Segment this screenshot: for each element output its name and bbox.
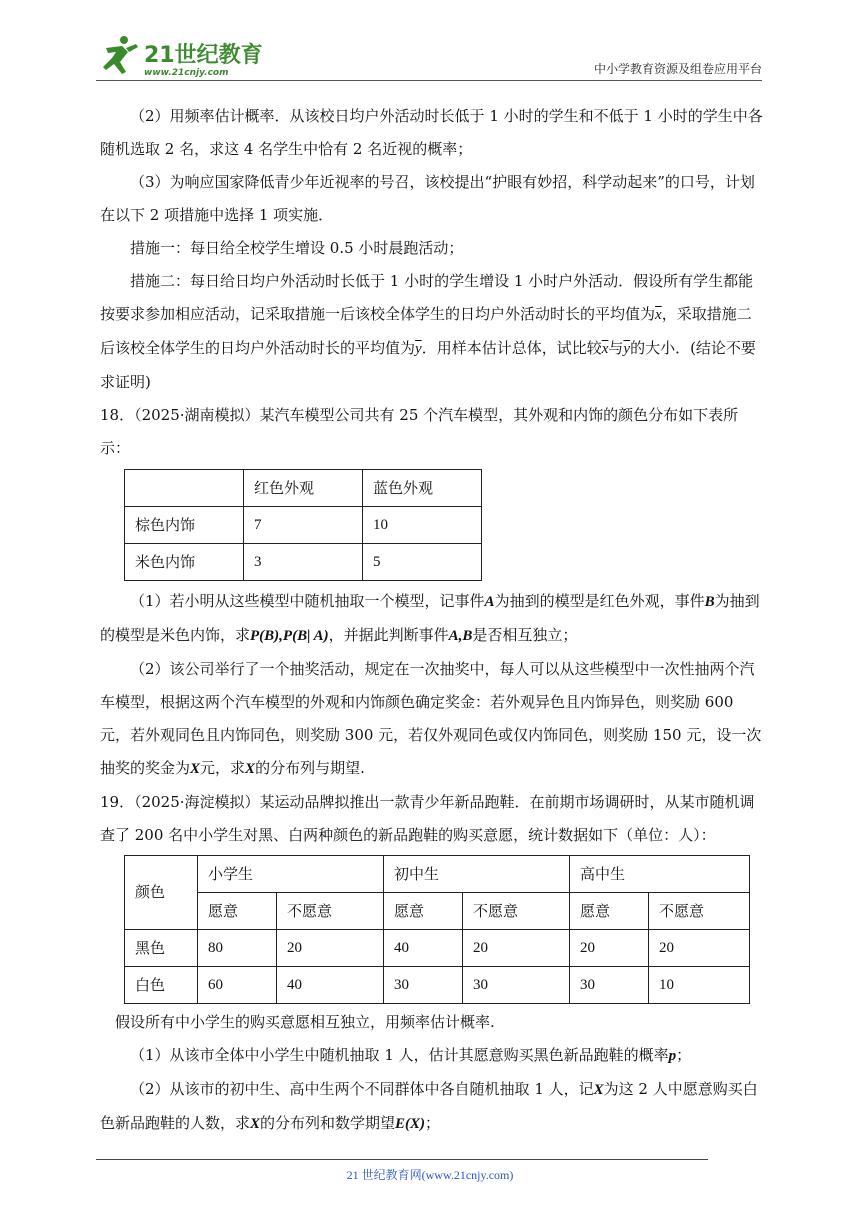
q19-p2-text-d: ； [425,1114,441,1132]
q19-p2-text-b: 为这 2 人中愿意购买白色新品跑鞋的人数，求 [100,1080,758,1132]
site-label: 中小学教育资源及组卷应用平台 [593,62,762,76]
logo-url: www.21cnjy.com [144,68,229,78]
table-cell: 60 [198,967,277,1004]
header-divider [96,80,762,81]
q17-measure1: 措施一：每日给全校学生增设 0.5 小时晨跑活动； [130,239,464,257]
table-row [125,893,750,930]
logo-text: 21世纪教育 [144,43,263,68]
table-cell: 10 [363,507,482,544]
table-cell: 不愿意 [463,893,570,930]
table-cell: 80 [198,930,277,967]
table-cell: 7 [244,507,363,544]
table-cell: 愿意 [570,893,649,930]
variable-p-symbol: p [668,1048,677,1064]
q17-m2-text-b: ，采取措施二后该校全体学生的日均户外活动时长的平均值为 [100,305,752,357]
q17-m2-text-d: 与 [608,339,624,357]
x-bar-symbol: $\overline{x}$ [601,341,609,357]
q19-part2 [100,1073,764,1141]
table-row [125,544,482,581]
table-row [125,967,750,1004]
table-cell: 颜色 [125,856,198,930]
table-cell: 20 [570,930,649,967]
table-cell: 不愿意 [277,893,384,930]
q18-p1-text-e: 是否相互独立； [472,626,578,644]
variable-x-symbol: X [593,1082,604,1098]
q19-stem: 19．（2025·海淀模拟）某运动品牌拟推出一款青少年新品跑鞋．在前期市场调研时，从某市随机调查了 200 名中小学生对黑、白两种颜色的新品跑鞋的购买意愿，统计数据如下（单位：人）： [100,793,755,844]
table-row [125,930,750,967]
q18-p2-text-a: （2）该公司举行了一个抽奖活动，规定在一次抽奖中，每人可以从这些模型中一次性抽两个汽车模型，根据这两个汽车模型的外观和内饰颜色确定奖金：若外观异色且内饰异色，则奖励 600 元，若外观同色且内饰同色，则奖励 300 元，若仅外观同色或仅内饰同色，则奖励 150 元，设一次抽奖的奖金为 [100,660,762,777]
table-cell: 愿意 [384,893,463,930]
table-cell: 5 [363,544,482,581]
table-cell: 白色 [125,967,198,1004]
event-a-symbol: A [484,594,495,610]
q18-part2 [100,653,764,786]
expectation-formula: E(X) [395,1116,426,1132]
q18-stem: 18．（2025·湖南模拟）某汽车模型公司共有 25 个汽车模型，其外观和内饰的颜色分布如下表所示： [100,406,739,457]
table-cell: 30 [570,967,649,1004]
table-cell: 米色内饰 [125,544,244,581]
q19-part1 [100,1039,764,1073]
table-row [125,470,482,507]
q17-part3: （3）为响应国家降低青少年近视率的号召，该校提出“护眼有妙招，科学动起来”的口号，计划在以下 2 项措施中选择 1 项实施． [100,173,755,224]
table-row [125,856,750,893]
table-cell: 愿意 [198,893,277,930]
table-cell: 30 [384,967,463,1004]
variable-x-symbol: X [250,1116,261,1132]
table-cell: 不愿意 [649,893,750,930]
table-cell: 高中生 [570,856,750,893]
q19-p2-text-a: （2）从该市的初中生、高中生两个不同群体中各自随机抽取 1 人，记 [130,1080,594,1098]
q19-p1-text-a: （1）从该市全体中小学生中随机抽取 1 人，估计其愿意购买黑色新品跑鞋的概率 [130,1046,669,1064]
variable-x-symbol: X [245,761,256,777]
table-cell: 20 [277,930,384,967]
table-cell: 棕色内饰 [125,507,244,544]
table-row [125,507,482,544]
q17-measure2 [100,265,764,399]
q19-assumption: 假设所有中小学生的购买意愿相互独立，用频率估计概率. [115,1013,495,1031]
q18-p2-text-b: 元，求 [200,759,246,777]
table-cell: 红色外观 [244,470,363,507]
q18-p1-text-b: 为抽到的模型是红色外观，事件 [494,592,705,610]
events-ab-symbol: A,B [448,628,473,644]
q17-part2: （2）用频率估计概率．从该校日均户外活动时长低于 1 小时的学生和不低于 1 小时的学生中各随机选取 2 名，求这 4 名学生中恰有 2 名近视的概率； [100,107,763,158]
table-cell: 黑色 [125,930,198,967]
table-cell: 小学生 [198,856,384,893]
table-cell: 30 [463,967,570,1004]
footer-divider [96,1159,708,1160]
y-bar-symbol: $\overline{y}$ [623,341,631,357]
table-cell [125,470,244,507]
site-logo [96,32,266,78]
page-footer: 21 世纪教育网(www.21cnjy.com) [346,1168,514,1182]
q19-p2-text-c: 的分布列和数学期望 [260,1114,396,1132]
table-cell: 40 [384,930,463,967]
q18-table [124,469,482,581]
q19-table [124,855,750,1004]
table-cell: 10 [649,967,750,1004]
q17-m2-text-c: ．用样本估计总体，试比较 [421,339,602,357]
x-bar-symbol: $\overline{x}$ [655,307,662,323]
q18-p1-text-d: ，并据此判断事件 [328,626,449,644]
page-header [96,32,762,80]
q18-p1-text-a: （1）若小明从这些模型中随机抽取一个模型，记事件 [130,592,485,610]
q18-p1-text-c: 为抽到的模型是米色内饰，求 [100,592,760,644]
y-bar-symbol: $\overline{y}$ [415,341,422,357]
page-content [100,100,764,1141]
q19-p1-text-b: ； [676,1046,692,1064]
table-cell: 20 [463,930,570,967]
q17-m2-text-e: 的大小．(结论不要求证明) [100,339,756,391]
q18-p2-text-c: 的分布列与期望. [255,759,365,777]
q18-part1 [100,585,764,653]
variable-x-symbol: X [190,761,201,777]
event-b-symbol: B [704,594,715,610]
table-cell: 蓝色外观 [363,470,482,507]
probability-formula: P(B),P(B| A) [250,628,329,644]
table-cell: 40 [277,967,384,1004]
q17-m2-text-a: 措施二：每日给日均户外活动时长低于 1 小时的学生增设 1 小时户外活动．假设所有学生都能按要求参加相应活动，记采取措施一后该校全体学生的日均户外活动时长的平均值为 [100,272,754,323]
table-cell: 20 [649,930,750,967]
table-cell: 初中生 [384,856,570,893]
table-cell: 3 [244,544,363,581]
runner-icon [103,36,138,74]
